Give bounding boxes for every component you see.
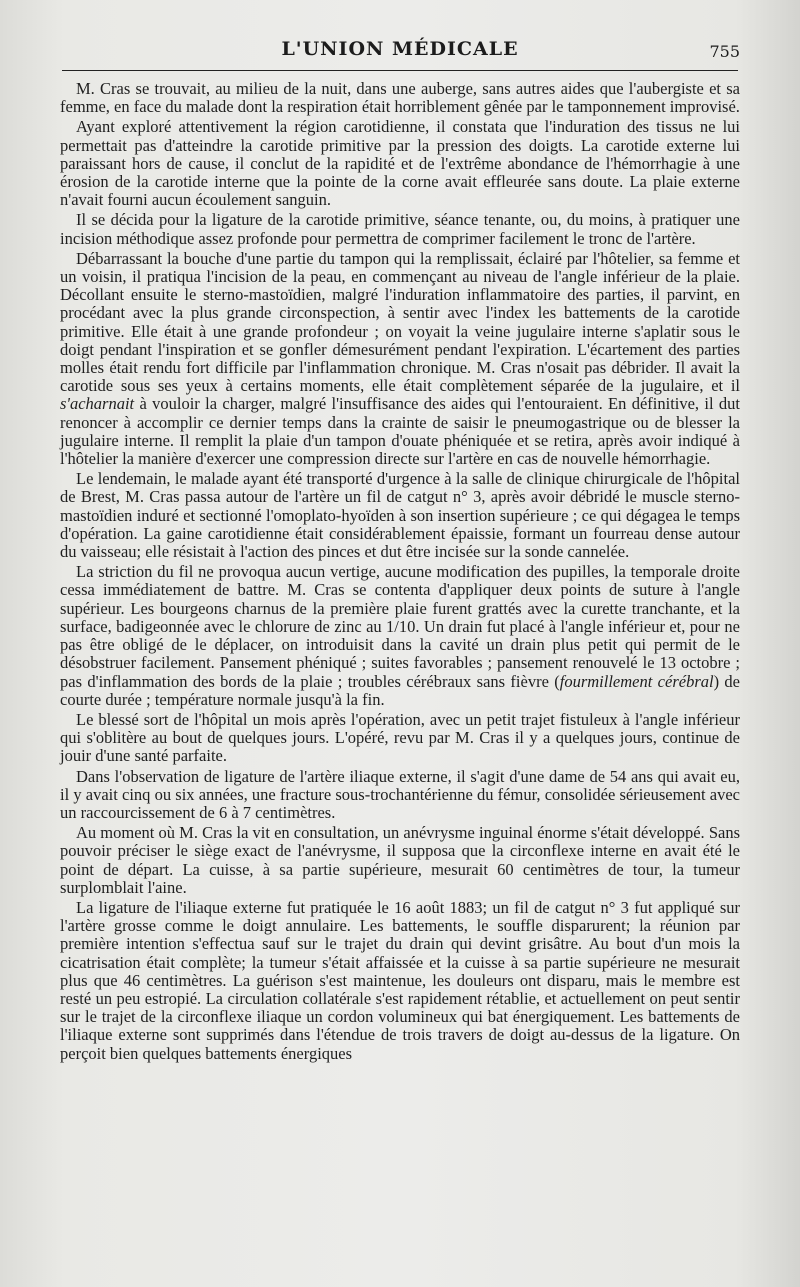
paragraph: La ligature de l'iliaque externe fut pratiquée le 16 août 1883; un fil de catgut n° 3 fut appliqué sur l'artère grosse comme le doigt annulaire. Les battements, le souffle disparurent; la réunion par première intention s'effectua sauf sur le trajet du drain qui devint grisâtre. Au bout d'un mois la cicatrisation était complète; la tumeur s'était affaissée et la cuisse à sa partie supérieure ne mesurait plus que 46 centimètres. La guérison s'est maintenue, les douleurs ont disparu, mais le membre est resté un peu estropié. La circulation collatérale s'est rapidement rétablie, et actuellement on peut sentir sur le trajet de la circonflexe iliaque un cordon volumineux qui bat énergiquement. Les battements de l'iliaque externe sont supprimés dans l'étendue de trois travers de doigt au-dessus de la ligature. On perçoit bien quelques battements énergiques xyxy=(60,897,740,1063)
article-body xyxy=(60,80,740,1065)
running-title: L'UNION MÉDICALE xyxy=(281,38,519,60)
paragraph: Le lendemain, le malade ayant été transporté d'urgence à la salle de clinique chirurgicale de l'hôpital de Brest, M. Cras passa autour de l'artère un fil de catgut n° 3, après avoir débridé le muscle sterno-mastoïdien induré et sectionné l'omoplato-hyoïden à son insertion supérieure ; ce qui dégagea le temps d'opération. La gaine carotidienne était considérablement épaissie, formant un fourreau dense autour du vaisseau; elle résistait à l'action des pinces et dut être incisée sur la sonde cannelée. xyxy=(60,469,740,562)
page-number: 755 xyxy=(709,42,740,61)
paragraph: La striction du fil ne provoqua aucun vertige, aucune modification des pupilles, la temporale droite cessa immédiatement de battre. M. Cras se contenta d'appliquer deux points de suture à l'angle supérieur. Les bourgeons charnus de la première plaie furent grattés avec la curette tranchante, et la surface, badigeonnée avec le chlorure de zinc au 1/10. Un drain fut placé à l'angle inférieur et, pour ne pas être obligé de le déplacer, on introduisit dans la cavité un drain plus petit qui permit de le désobstruer facilement. Pansement phéniqué ; suites favorables ; pansement renouvelé le 13 octobre ; pas d'inflammation des bords de la plaie ; troubles cérébraux sans fièvre (fourmillement cérébral) de courte durée ; température normale jusqu'à la fin. xyxy=(60,562,741,709)
paragraph: Dans l'observation de ligature de l'artère iliaque externe, il s'agit d'une dame de 54 ans qui avait eu, il y avait cinq ou six années, une fracture sous-trochantérienne du fémur, consolidée sérieusement avec un raccourcissement de 6 à 7 centimètres. xyxy=(60,766,740,822)
page-header xyxy=(60,38,740,66)
paragraph: M. Cras se trouvait, au milieu de la nuit, dans une auberge, sans autres aides que l'aubergiste et sa femme, en face du malade dont la respiration était horriblement gênée par le tamponnement improvisé. xyxy=(60,79,740,117)
paragraph: Ayant exploré attentivement la région carotidienne, il constata que l'induration des tissus ne lui permettait pas d'atteindre la carotide primitive par la pression des doigts. La carotide externe lui paraissant hors de cause, il conclut de la rapidité et de l'extrême abondance de l'hémorrhagie à une érosion de la carotide interne que la pointe de la corne avait effleurée sans doute. La plaie externe n'avait fourni aucun écoulement sanguin. xyxy=(60,117,740,210)
paragraph: Débarrassant la bouche d'une partie du tampon qui la remplissait, éclairé par l'hôtelier, sa femme et un voisin, il pratiqua l'incision de la peau, en commençant au niveau de l'angle inférieur de la plaie. Décollant ensuite le sterno-mastoïdien, malgré l'induration inflammatoire des parties, il parvint, en procédant avec la plus grande circonspection, à sentir avec l'index les battements de la carotide primitive. Elle était à une grande profondeur ; on voyait la veine jugulaire interne s'aplatir sous le doigt pendant l'inspiration et se gonfler démesurément pendant l'expiration. L'écartement des parties molles était rendu fort difficile par l'inflammation chronique. M. Cras n'osait pas débrider. Il avait la carotide sous ses yeux à certains moments, elle était complètement séparée de la jugulaire, et il s'acharnait à vouloir la charger, malgré l'insuffisance des aides qui l'entouraient. En définitive, il dut renoncer à accomplir ce dernier temps dans la crainte de saisir le pneumogastrique ou de blesser la jugulaire interne. Il remplit la plaie d'un tampon d'ouate phéniquée et se retira, après avoir indiqué à l'hôtelier la manière d'exercer une compression directe sur l'artère en cas de nouvelle hémorrhagie. xyxy=(60,248,740,469)
header-rule xyxy=(62,70,738,71)
paragraph: Au moment où M. Cras la vit en consultation, un anévrysme inguinal énorme s'était développé. Sans pouvoir préciser le siège exact de l'anévrysme, il supposa que la circonflexe interne en avait été le point de départ. La cuisse, à sa partie supérieure, mesurait 60 centimètres de tour, la tumeur surplomblait l'aine. xyxy=(60,823,740,897)
paragraph: Il se décida pour la ligature de la carotide primitive, séance tenante, ou, du moins, à pratiquer une incision méthodique assez profonde pour permettra de comprimer facilement le tronc de l'artère. xyxy=(60,210,740,248)
paragraph: Le blessé sort de l'hôpital un mois après l'opération, avec un petit trajet fistuleux à l'angle inférieur qui s'oblitère au bout de quelques jours. L'opéré, revu par M. Cras il y a quelques jours, continue de jouir d'une santé parfaite. xyxy=(60,709,740,766)
